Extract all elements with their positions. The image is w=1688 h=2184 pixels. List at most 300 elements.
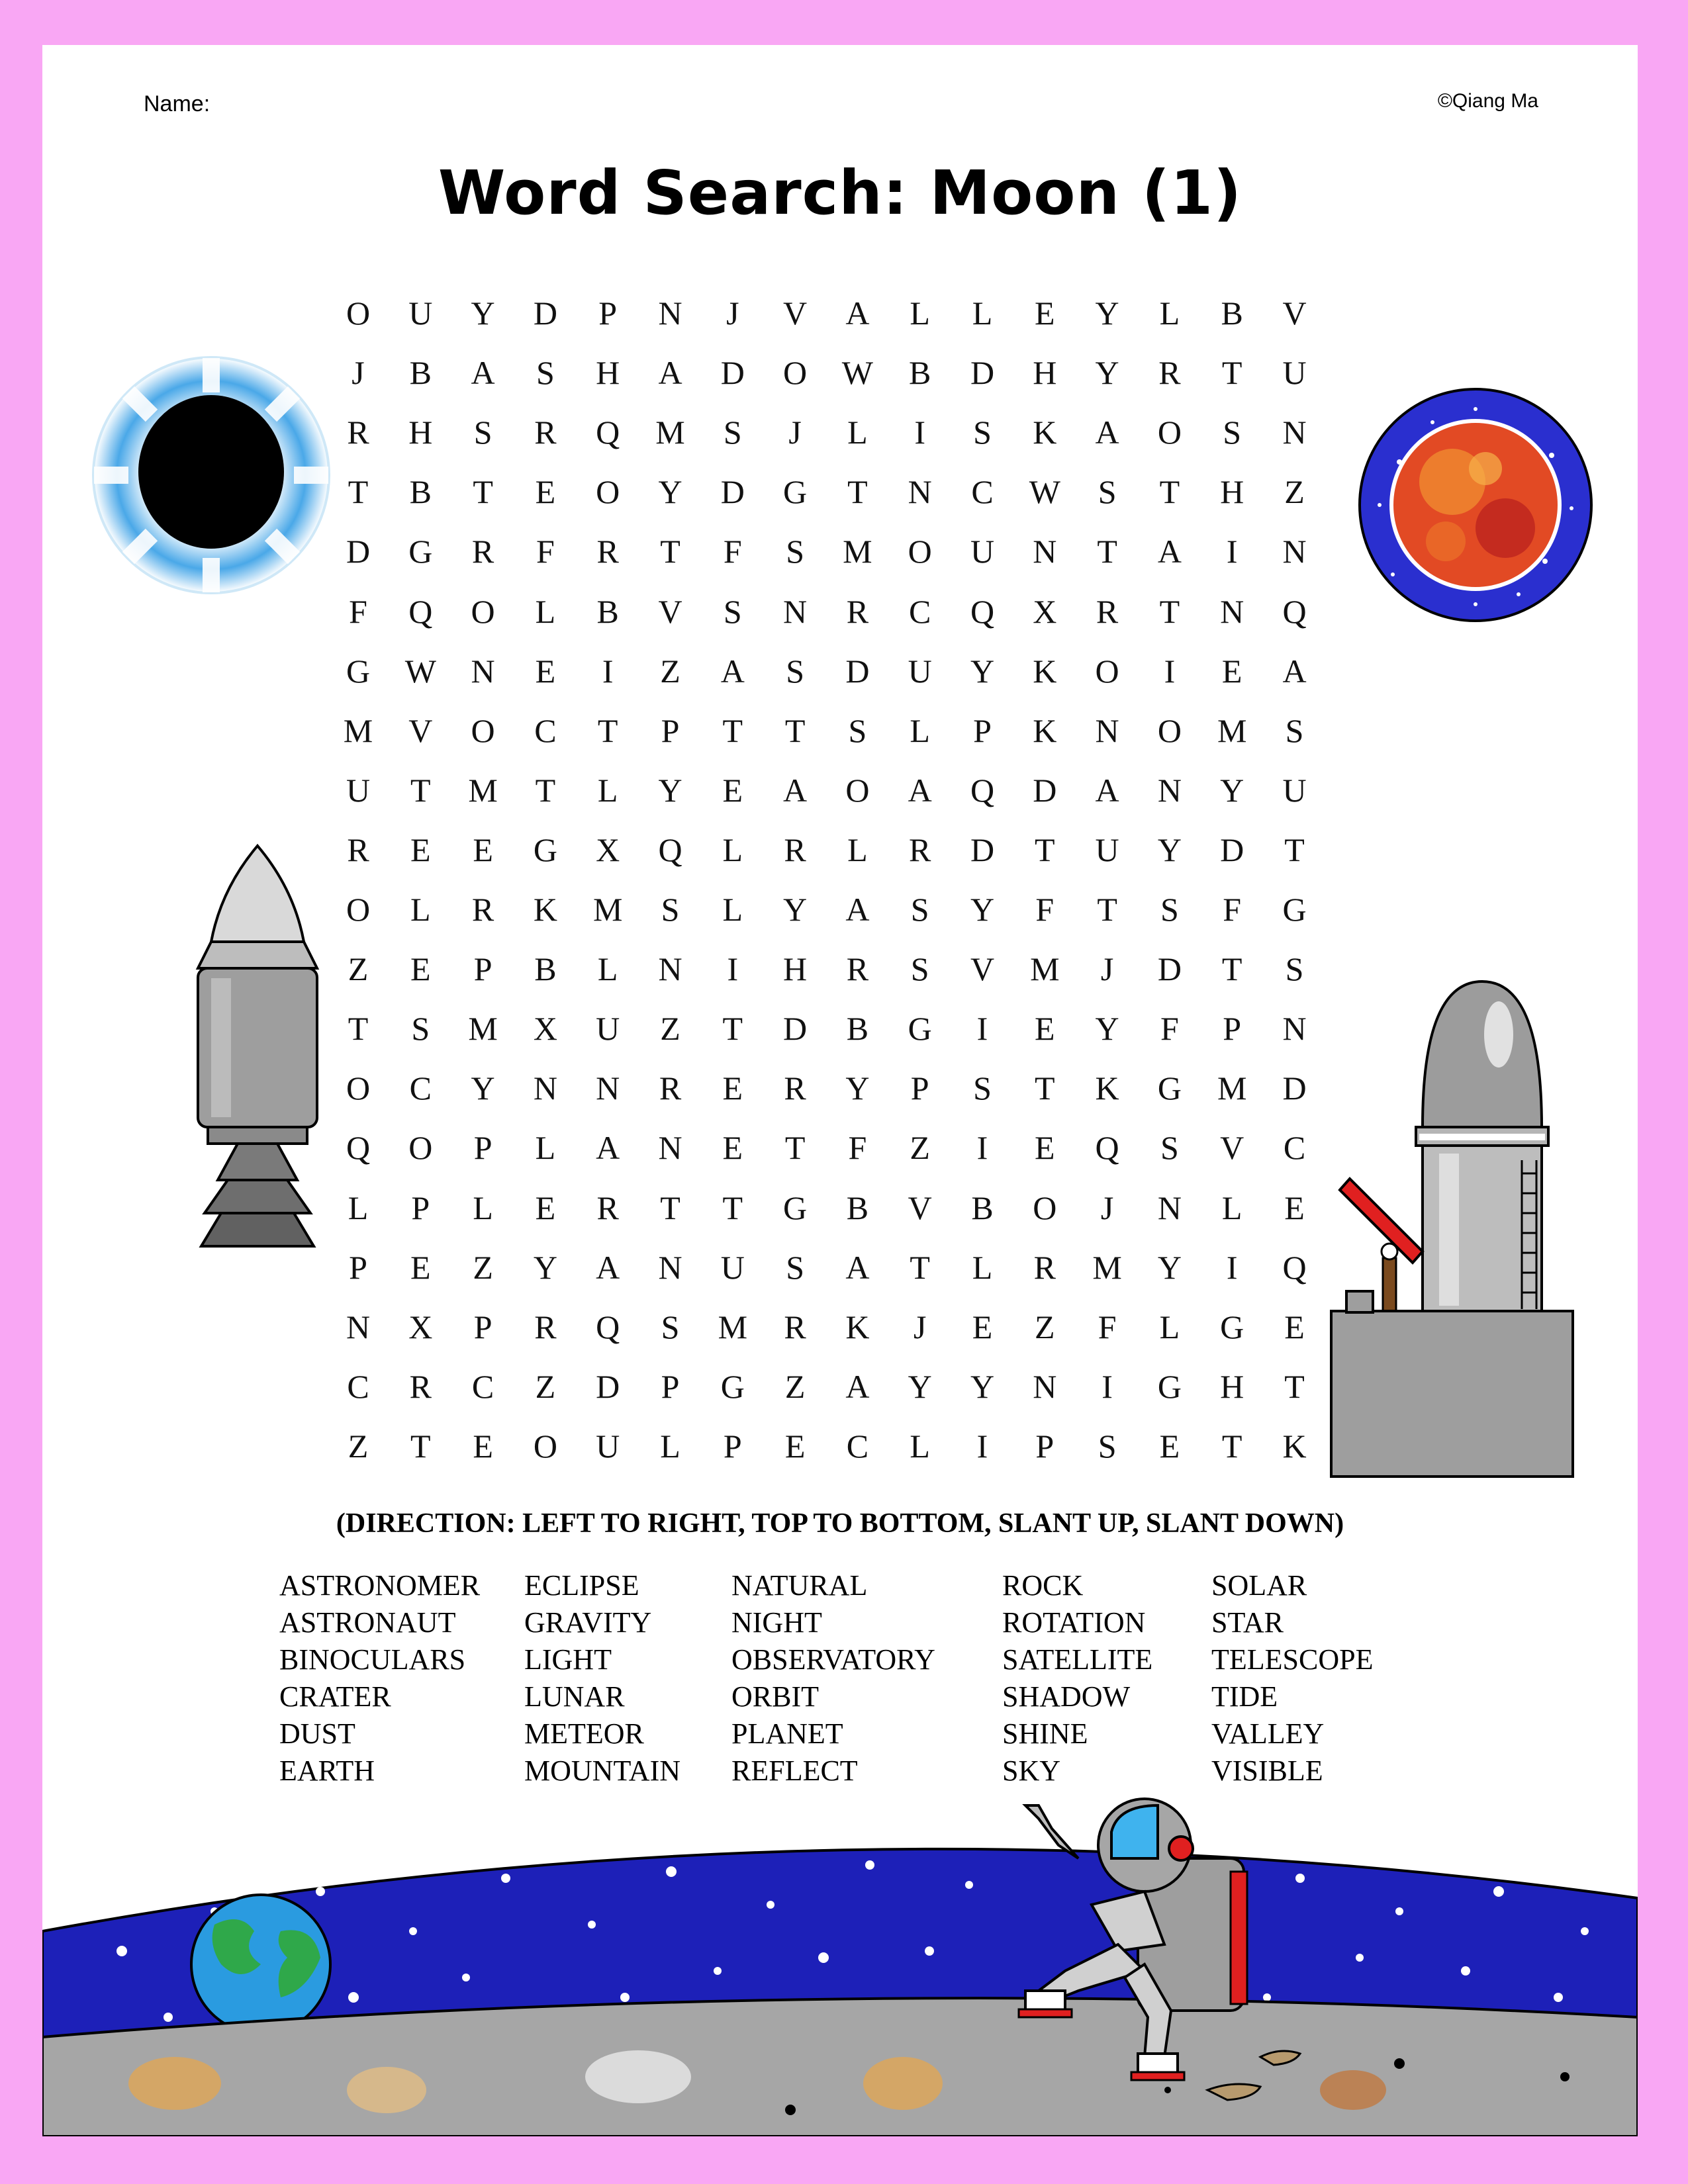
grid-letter: Y bbox=[1157, 1248, 1182, 1286]
grid-letter: N bbox=[533, 1069, 557, 1107]
word-list-column-5 bbox=[1211, 1567, 1373, 1790]
grid-letter: U bbox=[596, 1427, 620, 1465]
grid-letter: I bbox=[1226, 533, 1238, 570]
grid-letter: R bbox=[596, 1189, 619, 1226]
grid-letter: T bbox=[1159, 473, 1180, 511]
grid-letter: J bbox=[1100, 1189, 1114, 1226]
grid-letter: L bbox=[847, 831, 868, 868]
grid-letter: E bbox=[1221, 652, 1243, 690]
grid-letter: P bbox=[661, 1367, 680, 1405]
grid-letter: A bbox=[1095, 771, 1119, 809]
grid-letter: T bbox=[1221, 950, 1243, 988]
grid-letter: P bbox=[973, 711, 992, 749]
grid-letter: L bbox=[597, 950, 618, 988]
grid-letter: R bbox=[409, 1367, 432, 1405]
grid-letter: H bbox=[408, 414, 433, 451]
grid-letter: S bbox=[848, 711, 867, 749]
grid-letter: I bbox=[727, 950, 739, 988]
grid-letter: L bbox=[348, 1189, 369, 1226]
grid-letter: K bbox=[1282, 1427, 1307, 1465]
grid-letter: O bbox=[346, 1069, 371, 1107]
grid-letter: P bbox=[910, 1069, 929, 1107]
grid-letter: E bbox=[410, 831, 431, 868]
grid-letter: T bbox=[410, 1427, 431, 1465]
grid-letter: A bbox=[845, 891, 870, 928]
grid-letter: E bbox=[473, 831, 493, 868]
grid-letter: I bbox=[976, 1129, 988, 1167]
grid-letter: T bbox=[1221, 354, 1243, 392]
grid-letter: S bbox=[661, 1308, 680, 1345]
grid-letter: L bbox=[535, 1129, 556, 1167]
grid-letter: T bbox=[1284, 831, 1305, 868]
grid-letter: S bbox=[661, 891, 680, 928]
grid-letter: E bbox=[535, 1189, 556, 1226]
grid-letter: F bbox=[1160, 1010, 1179, 1048]
grid-letter: O bbox=[471, 592, 495, 630]
grid-letter: G bbox=[1220, 1308, 1244, 1345]
grid-letter: I bbox=[1226, 1248, 1238, 1286]
grid-letter: N bbox=[471, 652, 495, 690]
grid-letter: V bbox=[1220, 1129, 1244, 1167]
grid-letter: Z bbox=[660, 1010, 680, 1048]
grid-letter: Q bbox=[1095, 1129, 1119, 1167]
grid-letter: B bbox=[409, 354, 432, 392]
grid-letter: A bbox=[1282, 652, 1307, 690]
grid-letter: S bbox=[1285, 950, 1304, 988]
grid-letter: H bbox=[1033, 354, 1057, 392]
grid-letter: S bbox=[536, 354, 555, 392]
grid-letter: L bbox=[1221, 1189, 1243, 1226]
grid-letter: R bbox=[784, 831, 806, 868]
grid-letter: E bbox=[535, 652, 556, 690]
grid-letter: Y bbox=[1095, 354, 1119, 392]
grid-letter: A bbox=[908, 771, 932, 809]
grid-letter: Y bbox=[970, 1367, 995, 1405]
grid-letter: J bbox=[788, 414, 802, 451]
grid-letter: N bbox=[1282, 414, 1307, 451]
grid-letter: Y bbox=[533, 1248, 557, 1286]
grid-letter: S bbox=[786, 1248, 804, 1286]
grid-letter: D bbox=[533, 295, 557, 332]
grid-letter: E bbox=[722, 771, 743, 809]
grid-letter: G bbox=[908, 1010, 932, 1048]
grid-letter: Y bbox=[970, 891, 995, 928]
grid-letter: G bbox=[346, 652, 371, 690]
word-list-item: TIDE bbox=[1211, 1680, 1278, 1713]
grid-letter: R bbox=[534, 1308, 557, 1345]
word-list-item: ROTATION bbox=[1002, 1606, 1146, 1639]
grid-letter: M bbox=[718, 1308, 748, 1345]
grid-letter: L bbox=[972, 1248, 993, 1286]
grid-letter: R bbox=[471, 533, 494, 570]
grid-letter: T bbox=[1284, 1367, 1305, 1405]
grid-letter: A bbox=[845, 1248, 870, 1286]
word-list-item: VALLEY bbox=[1211, 1717, 1325, 1750]
grid-letter: Y bbox=[1095, 1010, 1119, 1048]
word-list-item: SHADOW bbox=[1002, 1680, 1131, 1713]
grid-letter: X bbox=[533, 1010, 557, 1048]
grid-letter: B bbox=[846, 1010, 869, 1048]
grid-letter: A bbox=[658, 354, 682, 392]
grid-letter: Z bbox=[660, 652, 680, 690]
word-list-item: ECLIPSE bbox=[524, 1569, 639, 1602]
grid-letter: W bbox=[841, 354, 873, 392]
grid-letter: U bbox=[346, 771, 371, 809]
grid-letter: D bbox=[596, 1367, 620, 1405]
grid-letter: G bbox=[533, 831, 557, 868]
grid-letter: H bbox=[596, 354, 620, 392]
grid-letter: K bbox=[1033, 711, 1057, 749]
grid-letter: D bbox=[783, 1010, 808, 1048]
grid-letter: O bbox=[1157, 711, 1182, 749]
grid-letter: M bbox=[1217, 711, 1247, 749]
word-list-item: NATURAL bbox=[731, 1569, 868, 1602]
grid-letter: D bbox=[1220, 831, 1244, 868]
grid-letter: C bbox=[347, 1367, 369, 1405]
grid-letter: U bbox=[1282, 771, 1307, 809]
page-title: Word Search: Moon (1) bbox=[438, 158, 1243, 228]
grid-letter: D bbox=[1157, 950, 1182, 988]
grid-letter: S bbox=[1285, 711, 1304, 749]
word-search-grid bbox=[327, 283, 1333, 1481]
grid-letter: G bbox=[1157, 1367, 1182, 1405]
grid-letter: L bbox=[847, 414, 868, 451]
grid-letter: Y bbox=[1095, 295, 1119, 332]
grid-letter: B bbox=[534, 950, 557, 988]
grid-letter: T bbox=[910, 1248, 930, 1286]
grid-letter: D bbox=[720, 473, 745, 511]
grid-letter: D bbox=[720, 354, 745, 392]
grid-letter: E bbox=[722, 1129, 743, 1167]
grid-letter: L bbox=[910, 711, 930, 749]
grid-letter: L bbox=[1159, 1308, 1180, 1345]
grid-letter: U bbox=[720, 1248, 745, 1286]
grid-letter: J bbox=[726, 295, 739, 332]
grid-letter: A bbox=[845, 295, 870, 332]
grid-letter: S bbox=[1098, 473, 1117, 511]
rocket-icon bbox=[165, 836, 353, 1253]
grid-letter: T bbox=[348, 1010, 369, 1048]
grid-letter: S bbox=[973, 1069, 992, 1107]
grid-letter: R bbox=[846, 592, 869, 630]
grid-letter: E bbox=[535, 473, 556, 511]
word-list-item: REFLECT bbox=[731, 1754, 858, 1787]
grid-letter: N bbox=[658, 1129, 682, 1167]
grid-letter: C bbox=[971, 473, 994, 511]
word-list-item: SKY bbox=[1002, 1754, 1061, 1787]
grid-letter: C bbox=[909, 592, 931, 630]
grid-letter: D bbox=[1033, 771, 1057, 809]
word-list-column-1 bbox=[279, 1567, 480, 1790]
grid-letter: B bbox=[971, 1189, 994, 1226]
grid-letter: E bbox=[1035, 1129, 1055, 1167]
grid-letter: N bbox=[908, 473, 932, 511]
grid-letter: H bbox=[1220, 473, 1244, 511]
grid-letter: R bbox=[347, 414, 369, 451]
grid-letter: E bbox=[1159, 1427, 1180, 1465]
grid-letter: K bbox=[845, 1308, 870, 1345]
word-list-item: LUNAR bbox=[524, 1680, 625, 1713]
grid-letter: P bbox=[349, 1248, 367, 1286]
grid-letter: W bbox=[404, 652, 436, 690]
grid-letter: Y bbox=[783, 891, 808, 928]
grid-letter: D bbox=[970, 831, 995, 868]
word-list-item: NIGHT bbox=[731, 1606, 822, 1639]
grid-letter: G bbox=[783, 1189, 808, 1226]
grid-letter: G bbox=[1157, 1069, 1182, 1107]
grid-letter: I bbox=[976, 1010, 988, 1048]
grid-letter: A bbox=[1095, 414, 1119, 451]
grid-letter: S bbox=[723, 592, 742, 630]
grid-letter: Y bbox=[970, 652, 995, 690]
grid-letter: L bbox=[660, 1427, 680, 1465]
grid-letter: O bbox=[533, 1427, 557, 1465]
grid-letter: R bbox=[659, 1069, 682, 1107]
grid-letter: Q bbox=[596, 1308, 620, 1345]
word-list-column-2 bbox=[524, 1567, 680, 1790]
grid-letter: K bbox=[533, 891, 557, 928]
grid-letter: O bbox=[596, 473, 620, 511]
word-list-item: ORBIT bbox=[731, 1680, 819, 1713]
grid-letter: M bbox=[592, 891, 623, 928]
grid-letter: P bbox=[473, 1129, 492, 1167]
grid-letter: P bbox=[1223, 1010, 1242, 1048]
grid-letter: R bbox=[909, 831, 931, 868]
grid-letter: Y bbox=[471, 295, 495, 332]
grid-letter: A bbox=[845, 1367, 870, 1405]
grid-letter: L bbox=[1159, 295, 1180, 332]
word-list-column-3 bbox=[731, 1567, 935, 1790]
grid-letter: V bbox=[658, 592, 682, 630]
grid-letter: L bbox=[910, 1427, 930, 1465]
grid-letter: G bbox=[783, 473, 808, 511]
grid-letter: L bbox=[410, 891, 431, 928]
word-list-item: LIGHT bbox=[524, 1643, 612, 1676]
grid-letter: X bbox=[1033, 592, 1057, 630]
grid-letter: Z bbox=[348, 1427, 369, 1465]
word-list-item: SHINE bbox=[1002, 1717, 1088, 1750]
grid-letter: Q bbox=[1282, 1248, 1307, 1286]
observatory-icon bbox=[1323, 962, 1588, 1494]
grid-letter: Q bbox=[596, 414, 620, 451]
grid-letter: Z bbox=[910, 1129, 930, 1167]
grid-letter: I bbox=[914, 414, 926, 451]
grid-letter: M bbox=[843, 533, 872, 570]
grid-letter: F bbox=[848, 1129, 867, 1167]
grid-letter: U bbox=[908, 652, 932, 690]
grid-letter: S bbox=[973, 414, 992, 451]
grid-letter: O bbox=[408, 1129, 433, 1167]
grid-letter: Y bbox=[658, 771, 682, 809]
grid-letter: M bbox=[468, 771, 498, 809]
grid-letter: L bbox=[535, 592, 556, 630]
grid-letter: T bbox=[1159, 592, 1180, 630]
grid-letter: U bbox=[596, 1010, 620, 1048]
grid-letter: Q bbox=[970, 771, 995, 809]
grid-letter: B bbox=[596, 592, 619, 630]
grid-letter: L bbox=[722, 831, 743, 868]
grid-letter: T bbox=[1035, 831, 1055, 868]
grid-letter: K bbox=[1033, 652, 1057, 690]
grid-letter: Z bbox=[348, 950, 369, 988]
grid-letter: A bbox=[783, 771, 808, 809]
grid-letter: V bbox=[408, 711, 433, 749]
grid-letter: P bbox=[723, 1427, 742, 1465]
grid-letter: S bbox=[786, 652, 804, 690]
grid-letter: A bbox=[1157, 533, 1182, 570]
grid-letter: B bbox=[846, 1189, 869, 1226]
grid-letter: R bbox=[846, 950, 869, 988]
moon-surface-scene bbox=[42, 1799, 1638, 2136]
grid-letter: C bbox=[471, 1367, 494, 1405]
grid-letter: T bbox=[1097, 891, 1117, 928]
word-list-item: CRATER bbox=[279, 1680, 391, 1713]
grid-letter: V bbox=[908, 1189, 932, 1226]
grid-letter: T bbox=[847, 473, 868, 511]
grid-letter: S bbox=[1160, 891, 1179, 928]
grid-letter: Y bbox=[658, 473, 682, 511]
grid-letter: A bbox=[471, 354, 495, 392]
grid-letter: L bbox=[910, 295, 930, 332]
word-list-item: GRAVITY bbox=[524, 1606, 652, 1639]
grid-letter: P bbox=[598, 295, 618, 332]
word-list-item: VISIBLE bbox=[1211, 1754, 1323, 1787]
grid-letter: R bbox=[1096, 592, 1119, 630]
grid-letter: Z bbox=[1284, 473, 1305, 511]
word-list-item: SATELLITE bbox=[1002, 1643, 1153, 1676]
grid-letter: N bbox=[658, 950, 682, 988]
grid-letter: G bbox=[720, 1367, 745, 1405]
planet-window-icon bbox=[1353, 383, 1598, 627]
grid-letter: I bbox=[976, 1427, 988, 1465]
grid-letter: D bbox=[346, 533, 371, 570]
word-list-item: ROCK bbox=[1002, 1569, 1084, 1602]
grid-letter: X bbox=[408, 1308, 433, 1345]
grid-letter: N bbox=[346, 1308, 371, 1345]
word-list-item: MOUNTAIN bbox=[524, 1754, 681, 1787]
grid-letter: K bbox=[1095, 1069, 1119, 1107]
eclipse-icon bbox=[89, 353, 334, 598]
grid-letter: E bbox=[1284, 1189, 1305, 1226]
grid-letter: N bbox=[1282, 1010, 1307, 1048]
worksheet-page bbox=[42, 45, 1638, 2136]
grid-letter: Q bbox=[408, 592, 433, 630]
grid-letter: X bbox=[596, 831, 620, 868]
grid-letter: N bbox=[1095, 711, 1119, 749]
grid-letter: L bbox=[722, 891, 743, 928]
grid-letter: S bbox=[411, 1010, 430, 1048]
word-list-item: DUST bbox=[279, 1717, 355, 1750]
grid-letter: S bbox=[1098, 1427, 1117, 1465]
grid-letter: F bbox=[1035, 891, 1055, 928]
grid-letter: N bbox=[1157, 771, 1182, 809]
grid-letter: C bbox=[846, 1427, 869, 1465]
grid-letter: T bbox=[660, 533, 680, 570]
grid-letter: A bbox=[720, 652, 745, 690]
grid-letter: Y bbox=[908, 1367, 932, 1405]
grid-letter: T bbox=[410, 771, 431, 809]
word-list-item: TELESCOPE bbox=[1211, 1643, 1374, 1676]
grid-letter: S bbox=[473, 414, 492, 451]
grid-letter: O bbox=[1157, 414, 1182, 451]
grid-letter: E bbox=[473, 1427, 493, 1465]
grid-letter: H bbox=[1220, 1367, 1244, 1405]
grid-letter: E bbox=[972, 1308, 993, 1345]
grid-letter: Y bbox=[1220, 771, 1244, 809]
grid-letter: T bbox=[597, 711, 618, 749]
grid-letter: Q bbox=[346, 1129, 371, 1167]
grid-letter: N bbox=[1220, 592, 1244, 630]
grid-letter: K bbox=[1033, 414, 1057, 451]
grid-letter: H bbox=[783, 950, 808, 988]
grid-letter: R bbox=[1158, 354, 1181, 392]
grid-letter: S bbox=[1223, 414, 1242, 451]
grid-letter: D bbox=[970, 354, 995, 392]
grid-letter: Z bbox=[473, 1248, 493, 1286]
grid-letter: Y bbox=[845, 1069, 870, 1107]
grid-letter: S bbox=[910, 891, 929, 928]
grid-letter: E bbox=[410, 1248, 431, 1286]
grid-letter: M bbox=[1092, 1248, 1122, 1286]
grid-letter: Z bbox=[784, 1367, 806, 1405]
grid-letter: F bbox=[536, 533, 555, 570]
grid-letter: Z bbox=[535, 1367, 556, 1405]
grid-letter: V bbox=[970, 950, 995, 988]
grid-letter: R bbox=[471, 891, 494, 928]
grid-letter: O bbox=[346, 891, 371, 928]
grid-letter: B bbox=[409, 473, 432, 511]
grid-letter: L bbox=[597, 771, 618, 809]
grid-letter: N bbox=[658, 295, 682, 332]
grid-letter: I bbox=[1102, 1367, 1113, 1405]
grid-letter: I bbox=[1164, 652, 1176, 690]
grid-letter: A bbox=[596, 1129, 620, 1167]
grid-letter: P bbox=[473, 1308, 492, 1345]
grid-letter: M bbox=[1030, 950, 1060, 988]
grid-letter: Z bbox=[1035, 1308, 1055, 1345]
grid-letter: T bbox=[722, 711, 743, 749]
grid-letter: R bbox=[347, 831, 369, 868]
grid-letter: M bbox=[343, 711, 373, 749]
word-list-item: SOLAR bbox=[1211, 1569, 1307, 1602]
grid-letter: L bbox=[972, 295, 993, 332]
grid-letter: E bbox=[1284, 1308, 1305, 1345]
grid-letter: Y bbox=[471, 1069, 495, 1107]
grid-letter: B bbox=[1221, 295, 1243, 332]
grid-letter: A bbox=[596, 1248, 620, 1286]
grid-letter: T bbox=[784, 1129, 806, 1167]
grid-letter: T bbox=[1035, 1069, 1055, 1107]
grid-letter: T bbox=[535, 771, 556, 809]
grid-letter: C bbox=[1283, 1129, 1306, 1167]
grid-letter: I bbox=[602, 652, 614, 690]
grid-letter: O bbox=[1095, 652, 1119, 690]
grid-letter: M bbox=[1217, 1069, 1247, 1107]
grid-letter: U bbox=[408, 295, 433, 332]
grid-letter: J bbox=[913, 1308, 927, 1345]
grid-letter: Q bbox=[1282, 592, 1307, 630]
grid-letter: Y bbox=[1157, 831, 1182, 868]
grid-letter: N bbox=[1282, 533, 1307, 570]
grid-letter: F bbox=[1098, 1308, 1117, 1345]
grid-letter: T bbox=[1097, 533, 1117, 570]
direction-text: (DIRECTION: LEFT TO RIGHT, TOP TO BOTTOM, SLANT UP, SLANT DOWN) bbox=[336, 1508, 1344, 1539]
word-list-item: OBSERVATORY bbox=[731, 1643, 935, 1676]
grid-letter: E bbox=[722, 1069, 743, 1107]
grid-letter: R bbox=[784, 1308, 806, 1345]
grid-letter: Q bbox=[658, 831, 682, 868]
astronaut-icon bbox=[1012, 1792, 1290, 2097]
